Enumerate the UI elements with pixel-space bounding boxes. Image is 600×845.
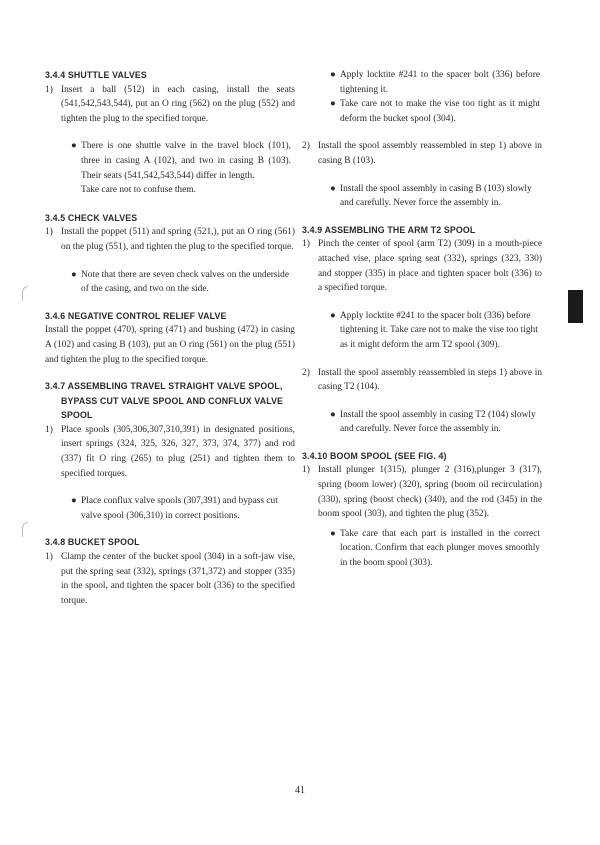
step-text: Install plunger 1(315), plunger 2 (316),plunger 3 (317), spring (boom lower) (320), spring (boom oil recirculation) (330), spring (boost check) (340), and the rod (345) in the boom spool (303), and tighten the plug (352).	[318, 465, 542, 520]
note-continuation-3-4-4: Take care not to confuse them.	[81, 185, 196, 196]
bullet-icon: ●	[330, 70, 336, 80]
note-3-4-8-install	[330, 182, 545, 211]
step-number: 1)	[45, 84, 53, 95]
bullet-icon: ●	[330, 528, 336, 539]
step-3-4-9-2	[302, 366, 542, 395]
section-title-3-4-8: 3.4.8 BUCKET SPOOL	[45, 537, 140, 548]
bullet-icon: ●	[330, 409, 336, 420]
step-3-4-7-1	[45, 423, 295, 481]
note-3-4-8-locktite	[330, 68, 540, 97]
note-text: Note that there are seven check valves on the underside of the casing, and two on the side.	[81, 269, 289, 295]
note-text: There is one shuttle valve in the travel block (101), three in casing A (102), and two in casing B (103). Their seats (541,542,543,544) differ in length.	[81, 141, 291, 181]
bullet-icon: ●	[330, 310, 336, 321]
note-text: Place conflux valve spools (307,391) and bypass cut valve spool (306,310) in correct positions.	[81, 496, 278, 521]
step-text: Place spools (305,306,307,310,391) in designated positions, insert springs (324, 325, 326, 327, 373, 374, 377) and rod (337) fit O ring (265) to plug (251) and tighten them to specified torques.	[61, 424, 295, 479]
step-text: Install the poppet (511) and spring (521,), put an O ring (561) on the plug (551), and tighten the plug to the specified torque.	[61, 227, 295, 252]
bullet-icon: ●	[71, 269, 77, 280]
step-number: 1)	[45, 552, 53, 563]
note-3-4-7	[71, 494, 281, 523]
step-number: 1)	[302, 239, 310, 250]
left-column	[45, 68, 295, 608]
step-3-4-4-1	[45, 83, 295, 127]
note-3-4-8-vise	[330, 97, 540, 126]
note-3-4-9-locktite	[330, 309, 545, 353]
scan-artifact-mark	[22, 522, 28, 537]
step-3-4-5-1	[45, 225, 295, 254]
section-tab-marker	[568, 290, 583, 323]
note-text: Take care that each part is installed in the correct location. Confirm that each plunger moves smoothly in the boom spool (303).	[340, 528, 540, 569]
bullet-icon: ●	[330, 183, 336, 194]
step-text: Install the spool assembly reassembled in steps 1) above in casing T2 (104).	[318, 367, 542, 393]
step-number: 2)	[302, 141, 310, 152]
section-title-3-4-5: 3.4.5 CHECK VALVES	[45, 212, 138, 223]
step-3-4-10-1	[302, 463, 542, 521]
note-text: Install the spool assembly in casing B (103) slowly and carefully. Never force the assembly in.	[340, 183, 532, 209]
step-number: 1)	[302, 465, 310, 476]
step-text: Pinch the center of spool (arm T2) (309) in a mouth-piece attached vise, place spring seat (332), springs (323, 330) and stopper (335) in place and tighten spacer bolt (336) to a specified torque.	[318, 239, 542, 294]
step-3-4-8-1	[45, 550, 295, 608]
step-number: 2)	[302, 367, 310, 378]
note-text: Take care not to make the vise too tight as it might deform the bucket spool (304).	[340, 99, 540, 124]
page-number: 41	[295, 785, 305, 796]
section-title-3-4-6: 3.4.6 NEGATIVE CONTROL RELIEF VALVE	[45, 310, 227, 321]
step-number: 1)	[45, 227, 53, 238]
right-column	[302, 68, 542, 571]
section-title-3-4-10: 3.4.10 BOOM SPOOL (SEE FIG. 4)	[302, 450, 447, 461]
note-text: Apply locktite #241 to the spacer bolt (336) before tightening it.	[340, 70, 540, 95]
note-3-4-4	[71, 139, 291, 183]
section-title-3-4-4: 3.4.4 SHUTTLE VALVES	[45, 70, 147, 80]
note-text: Apply locktite #241 to the spacer bolt (336) before tightening it. Take care not to make the vise too tight as it might deform the arm T2 spool (309).	[340, 310, 538, 350]
bullet-icon: ●	[71, 496, 77, 507]
note-3-4-5	[71, 268, 291, 297]
bullet-icon: ●	[330, 99, 336, 110]
step-text: Install the spool assembly reassembled in step 1) above in casing B (103).	[318, 141, 542, 166]
note-3-4-9-install	[330, 408, 545, 437]
section-title-3-4-7: 3.4.7 ASSEMBLING TRAVEL STRAIGHT VALVE SPOOL, BYPASS CUT VALVE SPOOL AND CONFLUX VALVE SPOOL	[45, 381, 284, 421]
bullet-icon: ●	[71, 141, 77, 152]
text-3-4-6: Install the poppet (470), spring (471) and bushing (472) in casing A (102) and casing B (103), put an O ring (561) on the plug (551) and tighten the plug to the specified torque.	[45, 325, 295, 365]
note-3-4-10	[330, 527, 540, 571]
note-text: Install the spool assembly in casing T2 (104) slowly and carefully. Never force the assembly in.	[340, 409, 536, 435]
step-text: Insert a ball (512) in each casing, install the seats (541,542,543,544), put an O ring (562) on the plug (552) and tighten the plug to the specified torque.	[61, 84, 295, 124]
step-3-4-8-2	[302, 139, 542, 168]
step-number: 1)	[45, 424, 53, 435]
step-text: Clamp the center of the bucket spool (304) in a soft-jaw vise, put the spring seat (332), springs (371,372) and stopper (335) in the spool, and tighten the spacer bolt (336) to the specified torque.	[61, 552, 295, 606]
step-3-4-9-1	[302, 237, 542, 295]
section-title-3-4-9: 3.4.9 ASSEMBLING THE ARM T2 SPOOL	[302, 224, 476, 235]
scan-artifact-mark	[22, 286, 28, 301]
